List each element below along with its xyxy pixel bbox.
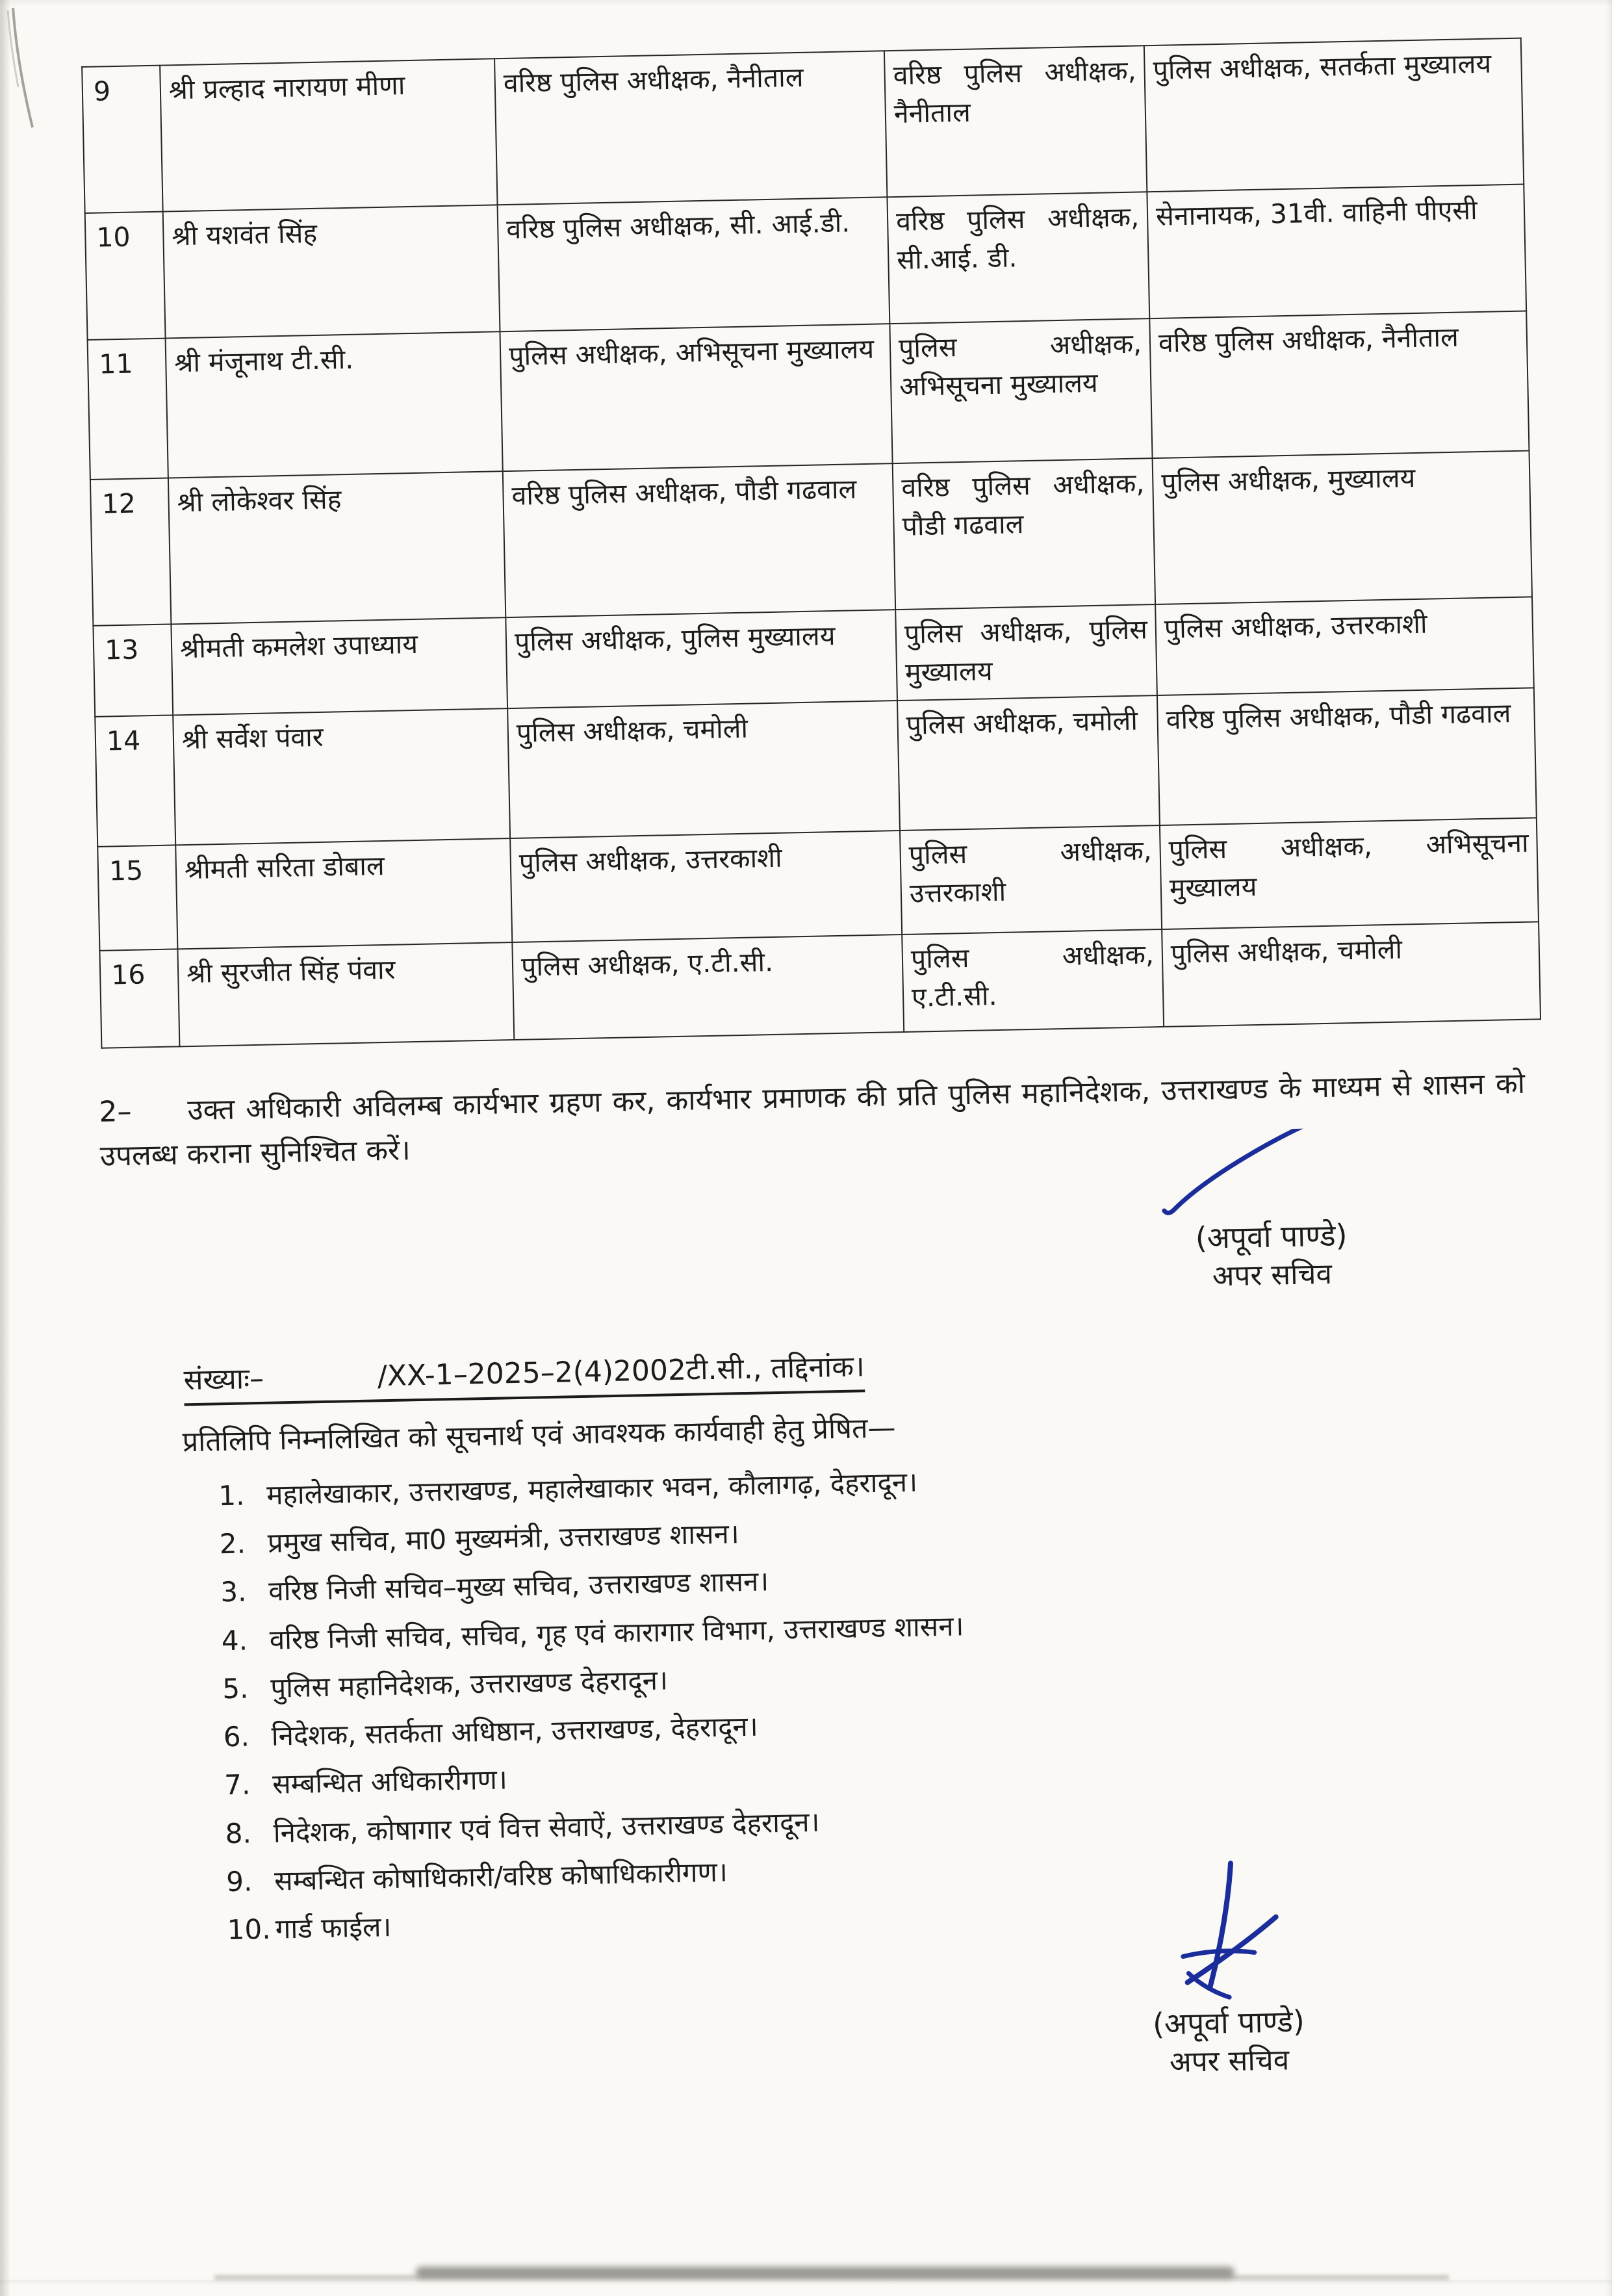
list-item-text: निदेशक, सतर्कता अधिष्ठान, उत्तराखण्ड, देहरादून। — [271, 1710, 759, 1752]
cell-serial: 14 — [95, 715, 175, 846]
cell-new-post: पुलिस अधीक्षक, उत्तरकाशी — [1155, 597, 1534, 695]
reference-number-line — [183, 1345, 865, 1398]
list-item — [219, 1502, 1506, 1561]
cell-current-post: पुलिस अधीक्षक, ए.टी.सी. — [512, 935, 904, 1040]
cell-holding-post: पुलिस अधीक्षक, पुलिस मुख्यालय — [895, 604, 1157, 701]
signatory-name: (अपूर्वा पाण्डे) — [1152, 2003, 1305, 2042]
list-item — [224, 1743, 1511, 1802]
signature-block-lower — [1056, 1855, 1399, 2083]
list-item-text: वरिष्ठ निजी सचिव–मुख्य सचिव, उत्तराखण्ड शासन। — [268, 1565, 769, 1608]
cell-new-post: सेनानायक, 31वी. वाहिनी पीएसी — [1147, 185, 1526, 319]
cell-name: श्री सुरजीत सिंह पंवार — [177, 942, 514, 1046]
cell-serial: 9 — [82, 66, 162, 213]
cell-holding-post: पुलिस अधीक्षक, उत्तरकाशी — [900, 825, 1162, 935]
list-item-text: पुलिस महानिदेशक, उत्तराखण्ड देहरादून। — [270, 1664, 669, 1704]
list-item-text: गार्ड फाईल। — [275, 1911, 392, 1945]
list-item-text: प्रमुख सचिव, मा0 मुख्यमंत्री, उत्तराखण्ड शासन। — [267, 1517, 740, 1560]
signature-stroke-icon — [1147, 1857, 1306, 2002]
list-item-text: वरिष्ठ निजी सचिव, सचिव, गृह एवं कारागार विभाग, उत्तराखण्ड शासन। — [269, 1610, 964, 1656]
cell-new-post: वरिष्ठ पुलिस अधीक्षक, पौडी गढवाल — [1157, 688, 1537, 825]
list-item — [222, 1646, 1509, 1705]
list-item-number: 8. — [225, 1817, 252, 1850]
cell-serial: 10 — [85, 212, 166, 340]
list-item-text: महालेखाकार, उत्तराखण्ड, महालेखाकार भवन, कौलागढ़, देहरादून। — [266, 1465, 918, 1511]
list-item-number: 3. — [220, 1575, 247, 1608]
table-body — [82, 38, 1541, 1048]
cell-holding-post: वरिष्ठ पुलिस अधीक्षक, पौडी गढवाल — [893, 458, 1155, 610]
cell-new-post: वरिष्ठ पुलिस अधीक्षक, नैनीताल — [1149, 311, 1529, 459]
cell-serial: 11 — [88, 339, 168, 480]
reference-label: संख्याः– — [183, 1361, 264, 1397]
list-item-number: 2. — [219, 1527, 246, 1560]
cell-holding-post: पुलिस अधीक्षक, चमोली — [897, 695, 1160, 831]
cell-serial: 13 — [93, 624, 173, 716]
reference-underlined — [183, 1350, 865, 1406]
table-row — [90, 450, 1532, 625]
cell-new-post: पुलिस अधीक्षक, सतर्कता मुख्यालय — [1144, 38, 1524, 192]
list-item — [225, 1791, 1512, 1850]
paragraph-number: 2– — [98, 1094, 132, 1129]
signature-block-upper — [1094, 1126, 1448, 1297]
list-item-number: 10. — [227, 1913, 272, 1946]
list-item-number: 5. — [222, 1672, 249, 1705]
signature-stroke-icon — [1148, 1128, 1345, 1216]
list-item — [221, 1598, 1508, 1657]
cell-holding-post: वरिष्ठ पुलिस अधीक्षक, नैनीताल — [884, 45, 1147, 197]
cell-new-post: पुलिस अधीक्षक, चमोली — [1162, 922, 1541, 1027]
list-item-number: 1. — [218, 1479, 245, 1512]
cell-current-post: वरिष्ठ पुलिस अधीक्षक, सी. आई.डी. — [498, 197, 890, 331]
paragraph-text: उक्त अधिकारी अविलम्ब कार्यभार ग्रहण कर, कार्यभार प्रमाणक की प्रति पुलिस महानिदेशक, उत्तराखण्ड के माध्यम से शासन को उपलब्ध कराना सुनिश्चित करें। — [99, 1066, 1526, 1174]
list-item-number: 6. — [223, 1720, 250, 1753]
list-item-number: 7. — [224, 1768, 251, 1801]
officer-transfer-table — [81, 38, 1541, 1049]
table-row — [82, 38, 1524, 213]
list-item-text: सम्बन्धित अधिकारीगण। — [272, 1763, 508, 1801]
cell-current-post: पुलिस अधीक्षक, अभिसूचना मुख्यालय — [500, 324, 892, 471]
list-item — [218, 1454, 1505, 1513]
copy-distribution-heading: प्रतिलिपि निम्नलिखित को सूचनार्थ एवं आवश्यक कार्यवाही हेतु प्रेषित— — [182, 1412, 896, 1459]
cell-current-post: पुलिस अधीक्षक, चमोली — [507, 701, 900, 838]
list-item-text: सम्बन्धित कोषाधिकारी/वरिष्ठ कोषाधिकारीगण। — [274, 1855, 728, 1897]
cell-name: श्री लोकेश्वर सिंह — [168, 471, 505, 624]
cell-serial: 16 — [99, 949, 179, 1048]
reference-number: /XX-1–2025–2(4)2002टी.सी., तद्दिनांक। — [377, 1350, 865, 1393]
cell-holding-post: पुलिस अधीक्षक, अभिसूचना मुख्यालय — [889, 318, 1152, 463]
table-row — [88, 311, 1529, 480]
list-item — [223, 1695, 1510, 1754]
cell-serial: 12 — [90, 478, 171, 626]
list-item-text: निदेशक, कोषागार एवं वित्त सेवाऐं, उत्तराखण्ड देहरादून। — [273, 1805, 820, 1849]
cell-serial: 15 — [97, 845, 177, 950]
signatory-title: अपर सचिव — [1212, 1257, 1333, 1293]
list-item-number: 9. — [225, 1865, 253, 1898]
cell-name: श्री प्रल्हाद नारायण मीणा — [160, 58, 497, 211]
list-item — [220, 1550, 1507, 1609]
signatory-name: (अपूर्वा पाण्डे) — [1195, 1217, 1348, 1256]
reference-blank-gap — [264, 1386, 377, 1388]
cell-name: श्री यशवंत सिंह — [163, 205, 500, 338]
cell-holding-post: वरिष्ठ पुलिस अधीक्षक, सी.आई. डी. — [887, 192, 1149, 324]
signatory-title: अपर सचिव — [1169, 2043, 1290, 2079]
cell-name: श्रीमती कमलेश उपाध्याय — [171, 617, 507, 715]
cell-current-post: पुलिस अधीक्षक, उत्तरकाशी — [510, 831, 902, 942]
cell-current-post: वरिष्ठ पुलिस अधीक्षक, नैनीताल — [494, 51, 887, 205]
cell-new-post: पुलिस अधीक्षक, मुख्यालय — [1153, 450, 1532, 604]
cell-name: श्री सर्वेश पंवार — [173, 708, 510, 845]
cell-holding-post: पुलिस अधीक्षक, ए.टी.सी. — [902, 929, 1164, 1032]
cell-current-post: पुलिस अधीक्षक, पुलिस मुख्यालय — [505, 610, 897, 708]
cell-name: श्री मंजूनाथ टी.सी. — [166, 331, 503, 478]
cell-new-post: पुलिस अधीक्षक, अभिसूचना मुख्यालय — [1160, 818, 1539, 929]
cell-current-post: वरिष्ठ पुलिस अधीक्षक, पौडी गढवाल — [503, 463, 895, 617]
list-item-number: 4. — [221, 1624, 248, 1657]
cell-name: श्रीमती सरिता डोबाल — [175, 838, 512, 949]
